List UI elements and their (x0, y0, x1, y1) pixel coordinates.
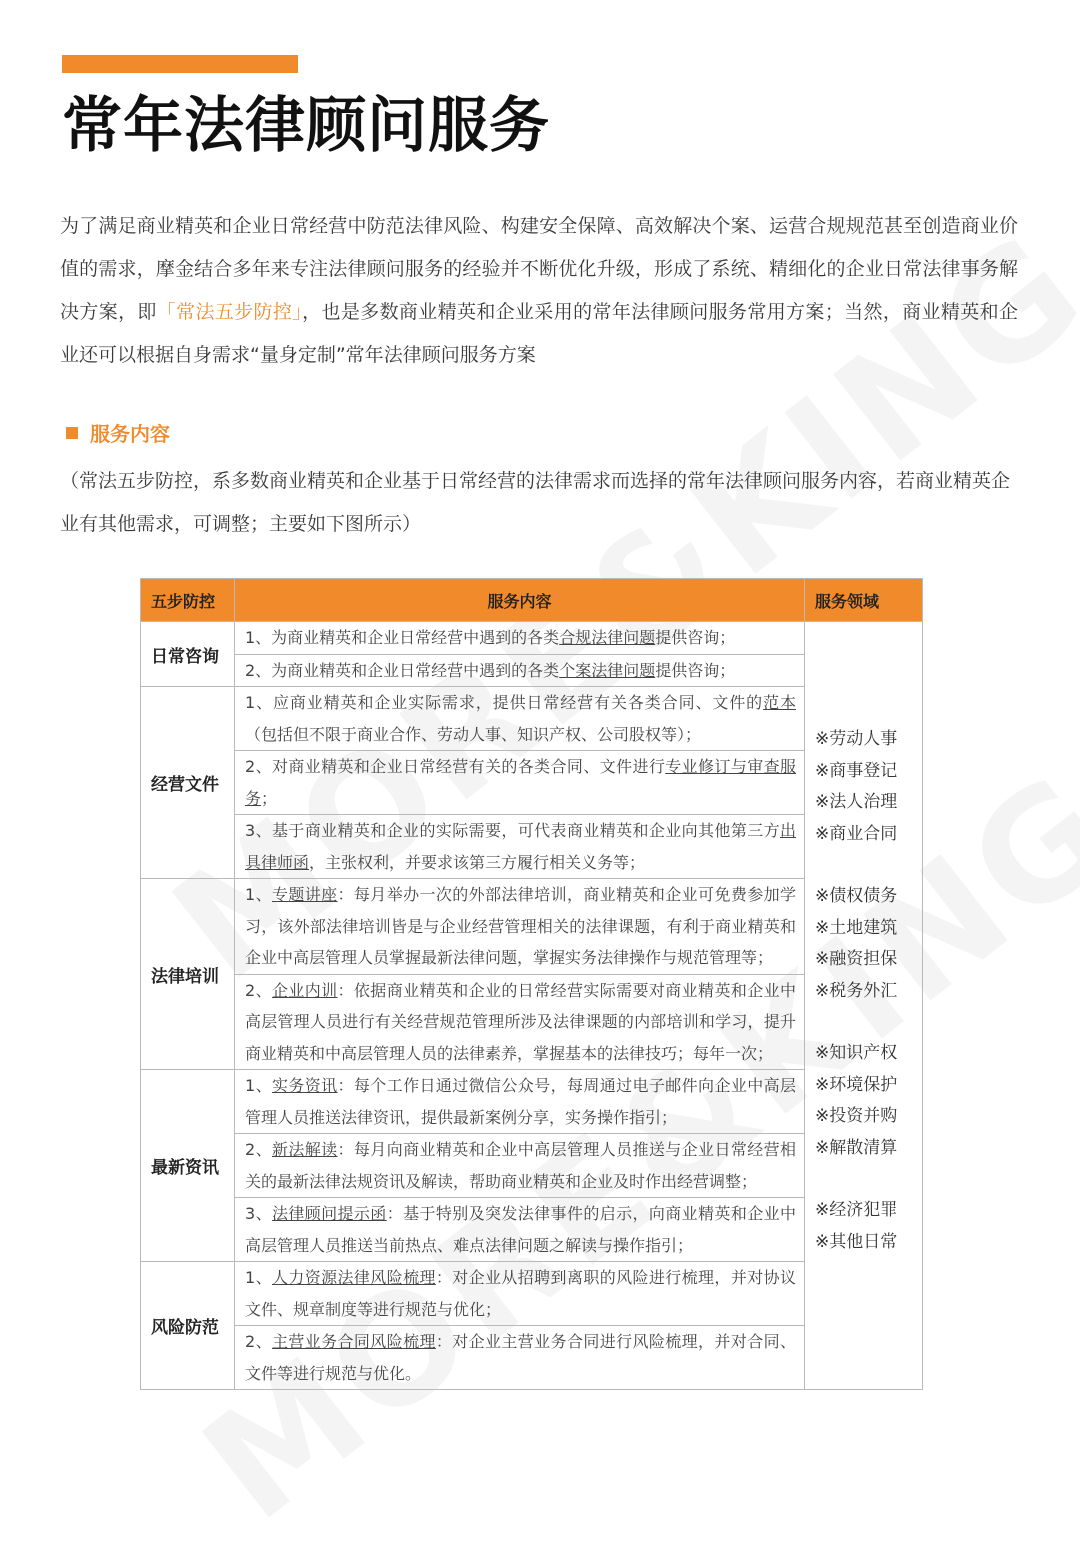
service-item: 3、基于商业精英和企业的实际需要，可代表商业精英和企业向其他第三方出具律师函，主张权利，并要求该第三方履行相关义务等； (235, 815, 805, 879)
header-step: 五步防控 (141, 579, 235, 622)
domain-item: ※环境保护 (815, 1074, 898, 1095)
service-item: 2、企业内训：依据商业精英和企业的日常经营实际需要对商业精英和企业中高层管理人员进行有关经营规范管理所涉及法律课题的内部培训和学习，提升商业精英和中高层管理人员的法律素养，掌握基本的法律技巧；每年一次； (235, 974, 805, 1070)
title-accent-bar (62, 55, 298, 73)
domain-item: ※解散清算 (815, 1137, 898, 1158)
domain-item: ※法人治理 (815, 792, 898, 812)
domain-group (815, 1195, 922, 1258)
service-item: 2、新法解读：每月向商业精英和企业中高层管理人员推送与企业日常经营相关的最新法律法规资讯及解读，帮助商业精英和企业及时作出经营调整； (235, 1134, 805, 1198)
section-note: （常法五步防控，系多数商业精英和企业基于日常经营的法律需求而选择的常年法律顾问服务内容，若商业精英企业有其他需求，可调整；主要如下图所示） (60, 470, 1011, 535)
header-domain: 服务领域 (805, 579, 923, 622)
domain-item: ※土地建筑 (815, 917, 898, 938)
service-item: 2、主营业务合同风险梳理：对企业主营业务合同进行风险梳理，并对合同、文件等进行规范与优化。 (235, 1326, 805, 1390)
service-domains (805, 622, 923, 1390)
domain-item: ※劳动人事 (815, 729, 898, 749)
intro-text-before: 为了满足商业精英和企业日常经营中防范法律风险、构建安全保障、高效解决个案、运营合规规范甚至创造商业价值的需求，摩金结合多年来专注法律顾问服务的经验并不断优化升级，形成了系统、精细化的企业日常法律事务解决方案，即 (60, 215, 1018, 323)
domain-item: ※经济犯罪 (815, 1200, 898, 1220)
domain-item: ※税务外汇 (815, 980, 898, 1001)
header-content: 服务内容 (235, 579, 805, 622)
service-item: 1、专题讲座：每月举办一次的外部法律培训，商业精英和企业可免费参加学习，该外部法律培训皆是与企业经营管理相关的法律课题，有利于商业精英和企业中高层管理人员掌握最新法律问题，掌握实务法律操作与规范管理等； (235, 879, 805, 975)
step-risk-prevention: 风险防范 (141, 1262, 235, 1390)
service-item: 2、对商业精英和企业日常经营有关的各类合同、文件进行专业修订与审查服务； (235, 751, 805, 815)
step-business-docs: 经营文件 (141, 687, 235, 879)
intro-highlight: 「常法五步防控」 (156, 301, 303, 323)
domain-item: ※融资担保 (815, 949, 898, 969)
domain-group (815, 1038, 922, 1164)
intro-paragraph (60, 205, 1018, 377)
domain-item: ※投资并购 (815, 1106, 898, 1126)
service-item: 1、实务资讯：每个工作日通过微信公众号，每周通过电子邮件向企业中高层管理人员推送法律资讯，提供最新案例分享，实务操作指引； (235, 1070, 805, 1134)
section-heading (66, 418, 170, 447)
page-title: 常年法律顾问服务 (62, 91, 550, 161)
domain-item: ※其他日常 (815, 1231, 898, 1252)
domain-group (815, 881, 922, 1007)
step-daily-consult: 日常咨询 (141, 622, 235, 687)
domain-item: ※债权债务 (815, 886, 898, 906)
service-item: 1、应商业精英和企业实际需求，提供日常经营有关各类合同、文件的范本（包括但不限于商业合作、劳动人事、知识产权、公司股权等）； (235, 687, 805, 751)
step-latest-news: 最新资讯 (141, 1070, 235, 1262)
domain-item: ※商业合同 (815, 823, 898, 844)
intro-text-after: ，也是多数商业精英和企业采用的常年法律顾问服务常用方案；当然，商业精英和企业还可以根据自身需求“量身定制”常年法律顾问服务方案 (60, 301, 1018, 366)
table-header-row (141, 579, 923, 622)
domain-item: ※知识产权 (815, 1043, 898, 1063)
service-item: 1、人力资源法律风险梳理：对企业从招聘到离职的风险进行梳理，并对协议文件、规章制度等进行规范与优化； (235, 1262, 805, 1326)
step-legal-training: 法律培训 (141, 879, 235, 1070)
service-item: 1、为商业精英和企业日常经营中遇到的各类合规法律问题提供咨询； (235, 622, 805, 655)
square-bullet-icon (66, 427, 78, 439)
domain-item: ※商事登记 (815, 760, 898, 781)
domain-group (815, 724, 922, 850)
services-table (140, 578, 923, 1390)
section-title: 服务内容 (90, 422, 170, 446)
service-item: 2、为商业精英和企业日常经营中遇到的各类个案法律问题提供咨询； (235, 654, 805, 687)
service-item: 3、法律顾问提示函：基于特别及突发法律事件的启示，向商业精英和企业中高层管理人员推送当前热点、难点法律问题之解读与操作指引； (235, 1198, 805, 1262)
table-row (141, 622, 923, 655)
